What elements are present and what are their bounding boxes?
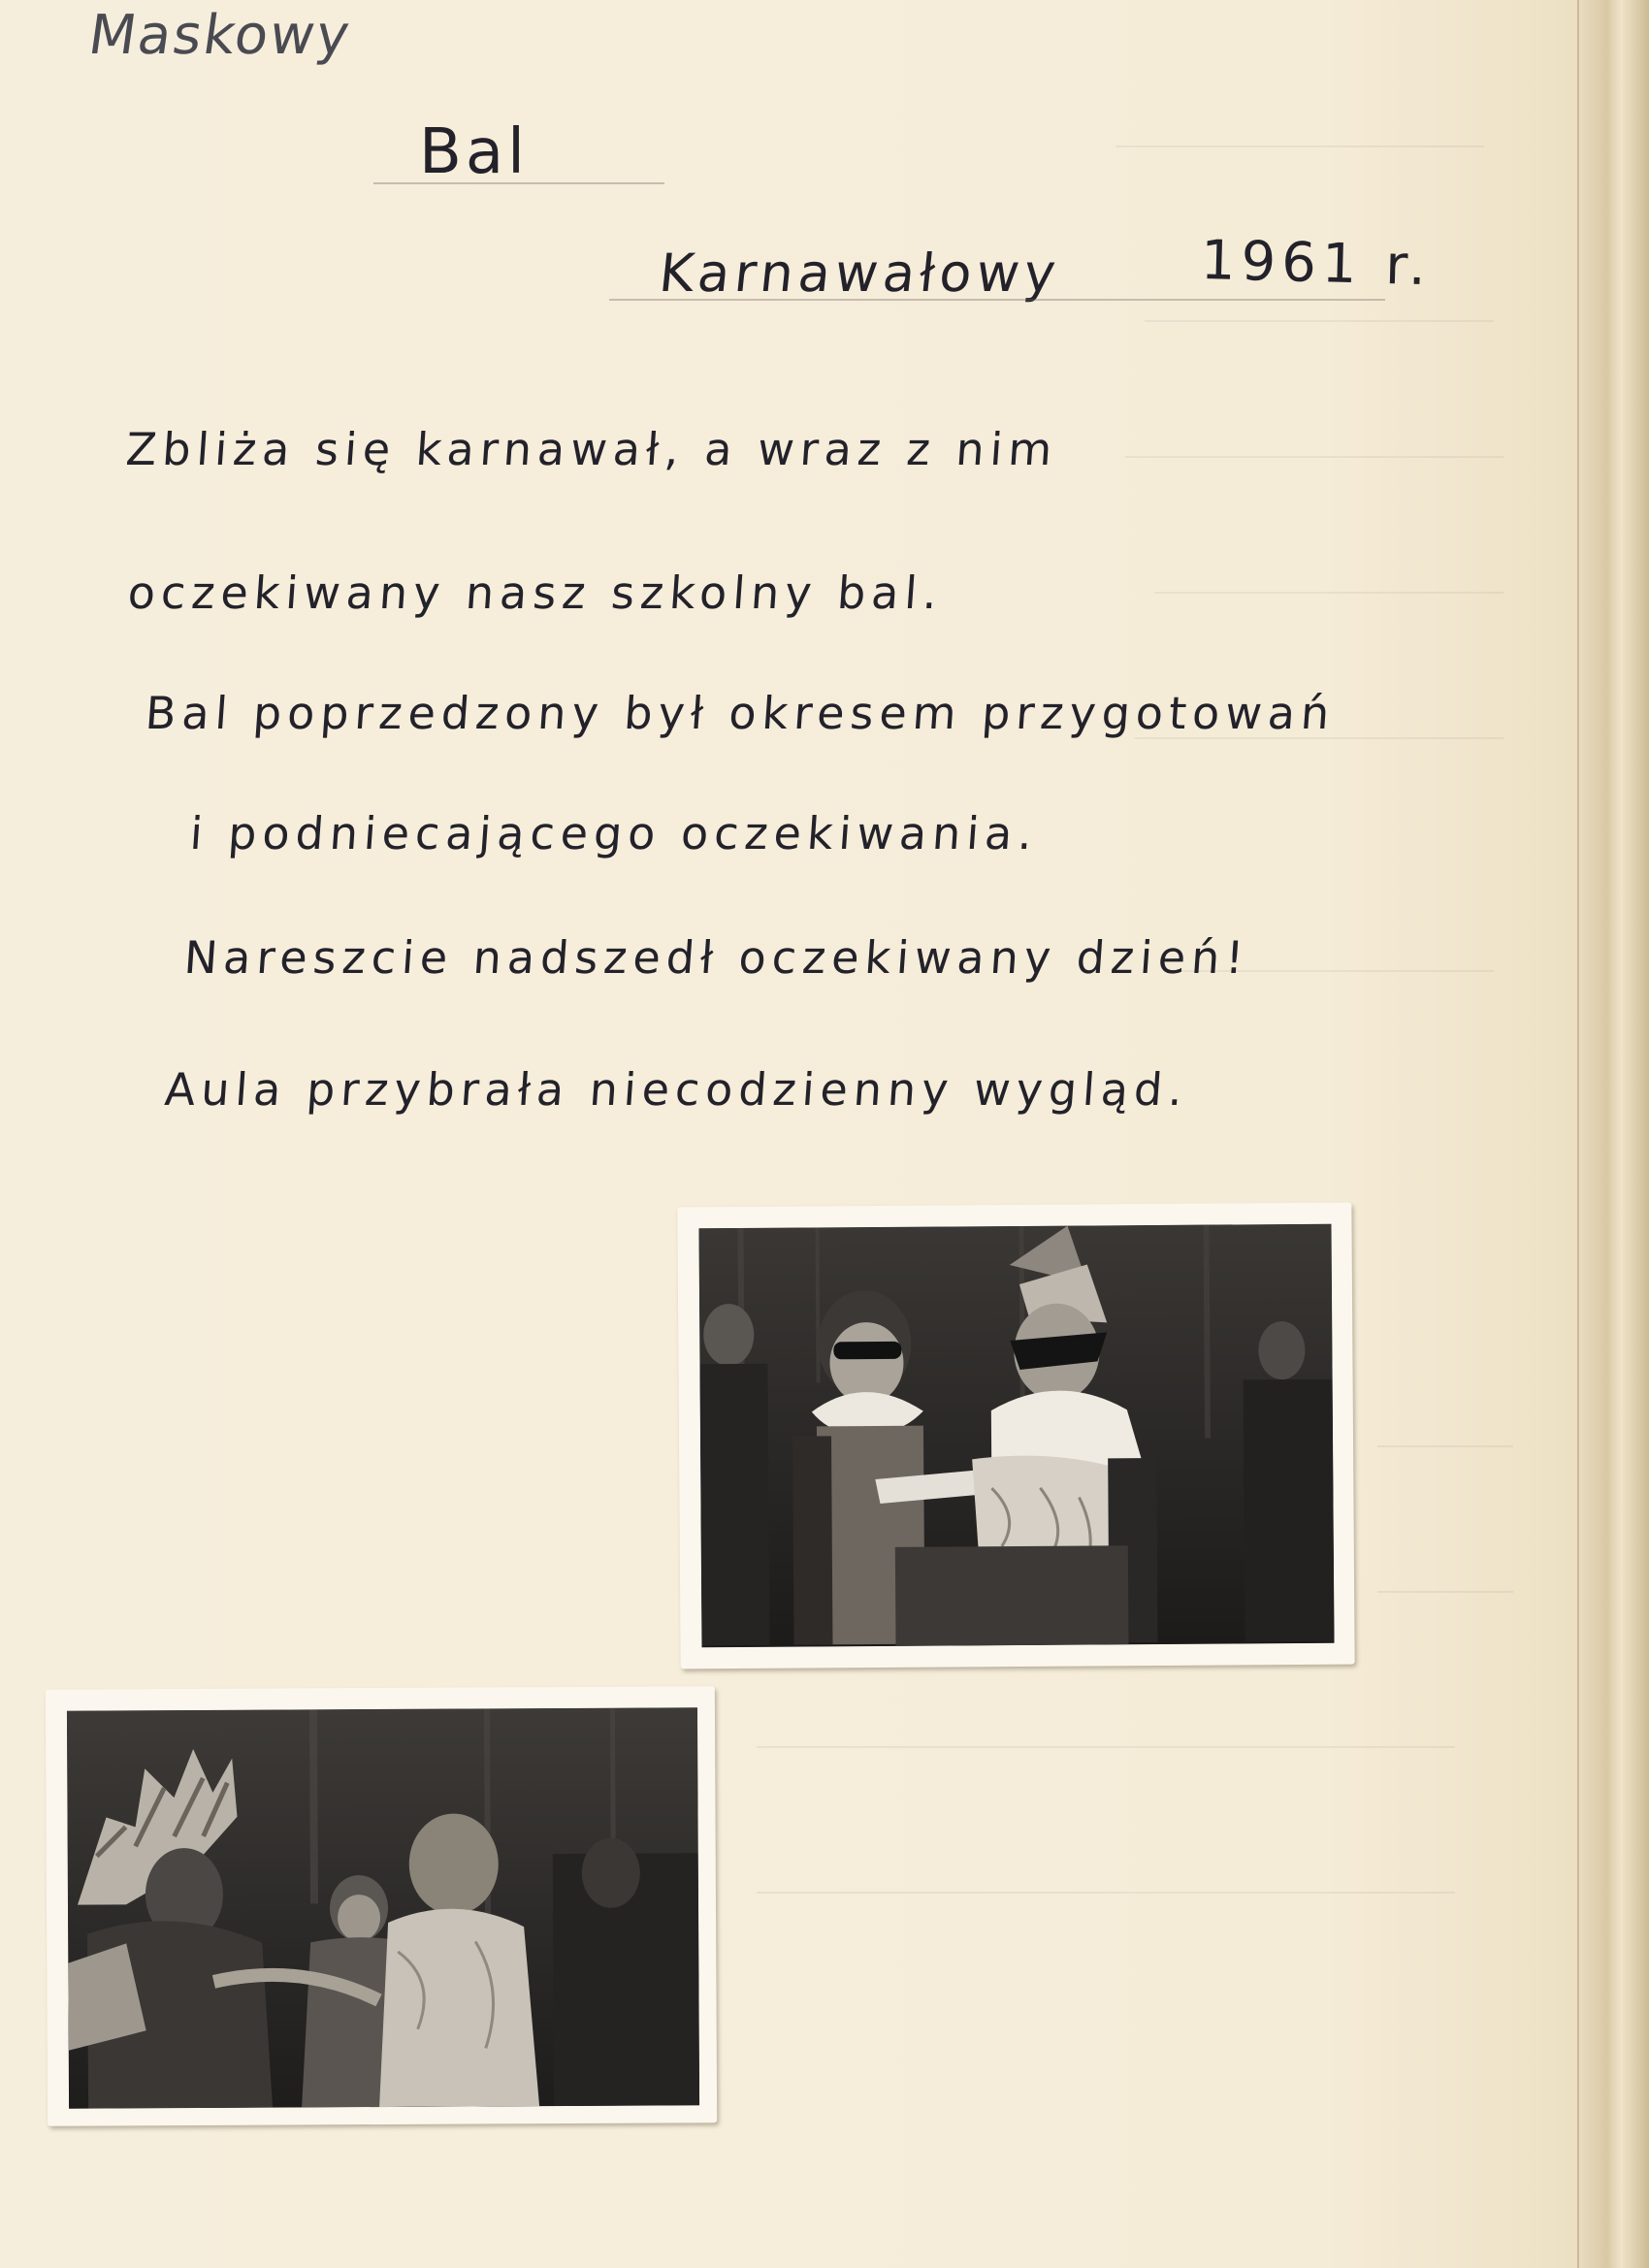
title-underline — [373, 182, 664, 184]
page-year: 1961 r. — [1200, 229, 1433, 299]
bleed-through-line — [757, 1746, 1455, 1748]
binding-edge — [1577, 0, 1649, 2268]
bleed-through-line — [1116, 146, 1484, 147]
bleed-through-line — [1145, 320, 1494, 322]
bleed-through-line — [1377, 1445, 1513, 1447]
text-line: oczekiwany nasz szkolny bal. — [126, 567, 945, 619]
bleed-through-line — [757, 1892, 1455, 1894]
photo-masked-children — [677, 1203, 1354, 1669]
photo-scene — [67, 1707, 699, 2108]
photo-dancers — [46, 1686, 717, 2126]
photo-image — [699, 1224, 1335, 1648]
photo-scene — [699, 1224, 1335, 1648]
text-line: Nareszcie nadszedł oczekiwany dzień! — [182, 931, 1251, 984]
photo-image — [67, 1707, 699, 2108]
text-line: Aula przybrała niecodzienny wygląd. — [163, 1063, 1190, 1116]
bleed-through-line — [1125, 456, 1504, 458]
text-line: Zbliża się karnawał, a wraz z nim — [124, 423, 1060, 475]
text-line: i podniecającego oczekiwania. — [188, 807, 1040, 859]
album-heading: Maskowy — [84, 4, 356, 67]
subtitle-underline — [609, 299, 1385, 301]
page-subtitle: Karnawałowy — [656, 243, 1064, 304]
page-title: Bal — [419, 116, 529, 188]
bleed-through-line — [1154, 592, 1504, 594]
bleed-through-line — [1377, 1591, 1513, 1593]
text-line: Bal poprzedzony był okresem przygotowań — [144, 687, 1338, 739]
